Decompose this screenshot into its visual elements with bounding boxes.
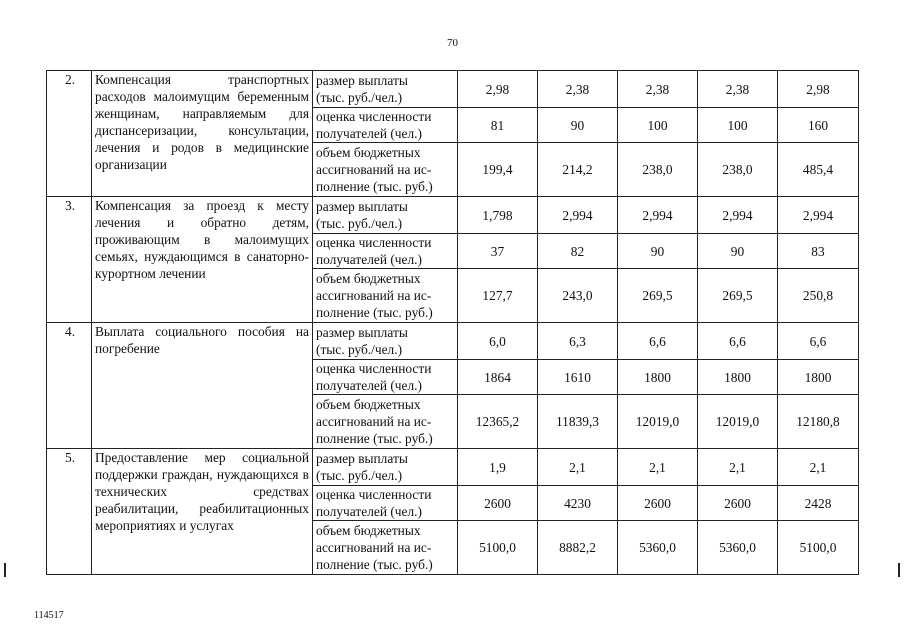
- value-cell: 100: [698, 108, 778, 143]
- value-cell: 1864: [458, 360, 538, 395]
- indicator-label: размер выплаты (тыс. руб./чел.): [313, 449, 458, 486]
- indicator-label: объем бюджетных ассигнований на ис- полнение (тыс. руб.): [313, 143, 458, 197]
- indicator-label: оценка численности получателей (чел.): [313, 360, 458, 395]
- value-cell: 2,994: [778, 197, 859, 234]
- value-cell: 12365,2: [458, 395, 538, 449]
- value-cell: 6,3: [538, 323, 618, 360]
- indicator-label: оценка численности получателей (чел.): [313, 234, 458, 269]
- value-cell: 1800: [698, 360, 778, 395]
- row-number: 3.: [47, 197, 92, 323]
- value-cell: 5360,0: [698, 521, 778, 575]
- value-cell: 12019,0: [618, 395, 698, 449]
- value-cell: 90: [538, 108, 618, 143]
- value-cell: 8882,2: [538, 521, 618, 575]
- left-edge-mark: [4, 563, 6, 577]
- value-cell: 2,1: [698, 449, 778, 486]
- value-cell: 81: [458, 108, 538, 143]
- value-cell: 12180,8: [778, 395, 859, 449]
- value-cell: 1800: [618, 360, 698, 395]
- measure-name: Предоставление мер социальной поддержки граждан, нуждающихся в технических средствах реабилитации, реабилитационных мероприятиях и услугах: [92, 449, 313, 575]
- value-cell: 5360,0: [618, 521, 698, 575]
- value-cell: 243,0: [538, 269, 618, 323]
- table-row: [47, 197, 859, 234]
- indicator-label: размер выплаты (тыс. руб./чел.): [313, 71, 458, 108]
- value-cell: 2,1: [778, 449, 859, 486]
- value-cell: 2,994: [618, 197, 698, 234]
- indicator-label: размер выплаты (тыс. руб./чел.): [313, 197, 458, 234]
- value-cell: 160: [778, 108, 859, 143]
- value-cell: 6,6: [778, 323, 859, 360]
- value-cell: 2600: [458, 486, 538, 521]
- value-cell: 5100,0: [778, 521, 859, 575]
- measure-name: Компенсация транспортных расходов малоимущим беременным женщинам, направляемым для диспансеризации, консультации, лечения и родов в медицинские организации: [92, 71, 313, 197]
- indicator-label: объем бюджетных ассигнований на ис- полнение (тыс. руб.): [313, 395, 458, 449]
- value-cell: 2600: [618, 486, 698, 521]
- value-cell: 1800: [778, 360, 859, 395]
- indicator-label: оценка численности получателей (чел.): [313, 486, 458, 521]
- row-number: 4.: [47, 323, 92, 449]
- row-number: 5.: [47, 449, 92, 575]
- right-edge-mark: [898, 563, 900, 577]
- value-cell: 485,4: [778, 143, 859, 197]
- value-cell: 2,1: [538, 449, 618, 486]
- measure-name: Выплата социального пособия на погребение: [92, 323, 313, 449]
- value-cell: 4230: [538, 486, 618, 521]
- value-cell: 238,0: [618, 143, 698, 197]
- page-number: 70: [447, 37, 458, 49]
- value-cell: 6,6: [698, 323, 778, 360]
- value-cell: 2,38: [618, 71, 698, 108]
- value-cell: 269,5: [698, 269, 778, 323]
- value-cell: 6,6: [618, 323, 698, 360]
- indicator-label: объем бюджетных ассигнований на ис- полнение (тыс. руб.): [313, 269, 458, 323]
- value-cell: 2,994: [538, 197, 618, 234]
- document-code: 114517: [34, 610, 64, 621]
- value-cell: 37: [458, 234, 538, 269]
- value-cell: 269,5: [618, 269, 698, 323]
- value-cell: 2600: [698, 486, 778, 521]
- value-cell: 83: [778, 234, 859, 269]
- value-cell: 100: [618, 108, 698, 143]
- table-row: [47, 449, 859, 486]
- value-cell: 6,0: [458, 323, 538, 360]
- value-cell: 2,994: [698, 197, 778, 234]
- value-cell: 2428: [778, 486, 859, 521]
- indicator-label: размер выплаты (тыс. руб./чел.): [313, 323, 458, 360]
- social-support-table: [46, 70, 859, 575]
- table-row: [47, 71, 859, 108]
- value-cell: 90: [698, 234, 778, 269]
- indicator-label: оценка численности получателей (чел.): [313, 108, 458, 143]
- value-cell: 1,798: [458, 197, 538, 234]
- indicator-label: объем бюджетных ассигнований на ис- полнение (тыс. руб.): [313, 521, 458, 575]
- value-cell: 5100,0: [458, 521, 538, 575]
- value-cell: 2,38: [698, 71, 778, 108]
- measure-name: Компенсация за проезд к месту лечения и обратно детям, проживающим в малоимущих семьях, нуждающимся в санаторно-курортном лечении: [92, 197, 313, 323]
- value-cell: 214,2: [538, 143, 618, 197]
- value-cell: 1,9: [458, 449, 538, 486]
- row-number: 2.: [47, 71, 92, 197]
- value-cell: 12019,0: [698, 395, 778, 449]
- value-cell: 1610: [538, 360, 618, 395]
- value-cell: 238,0: [698, 143, 778, 197]
- value-cell: 2,38: [538, 71, 618, 108]
- value-cell: 2,1: [618, 449, 698, 486]
- value-cell: 90: [618, 234, 698, 269]
- value-cell: 11839,3: [538, 395, 618, 449]
- value-cell: 2,98: [778, 71, 859, 108]
- value-cell: 127,7: [458, 269, 538, 323]
- value-cell: 2,98: [458, 71, 538, 108]
- value-cell: 250,8: [778, 269, 859, 323]
- value-cell: 199,4: [458, 143, 538, 197]
- table-row: [47, 323, 859, 360]
- value-cell: 82: [538, 234, 618, 269]
